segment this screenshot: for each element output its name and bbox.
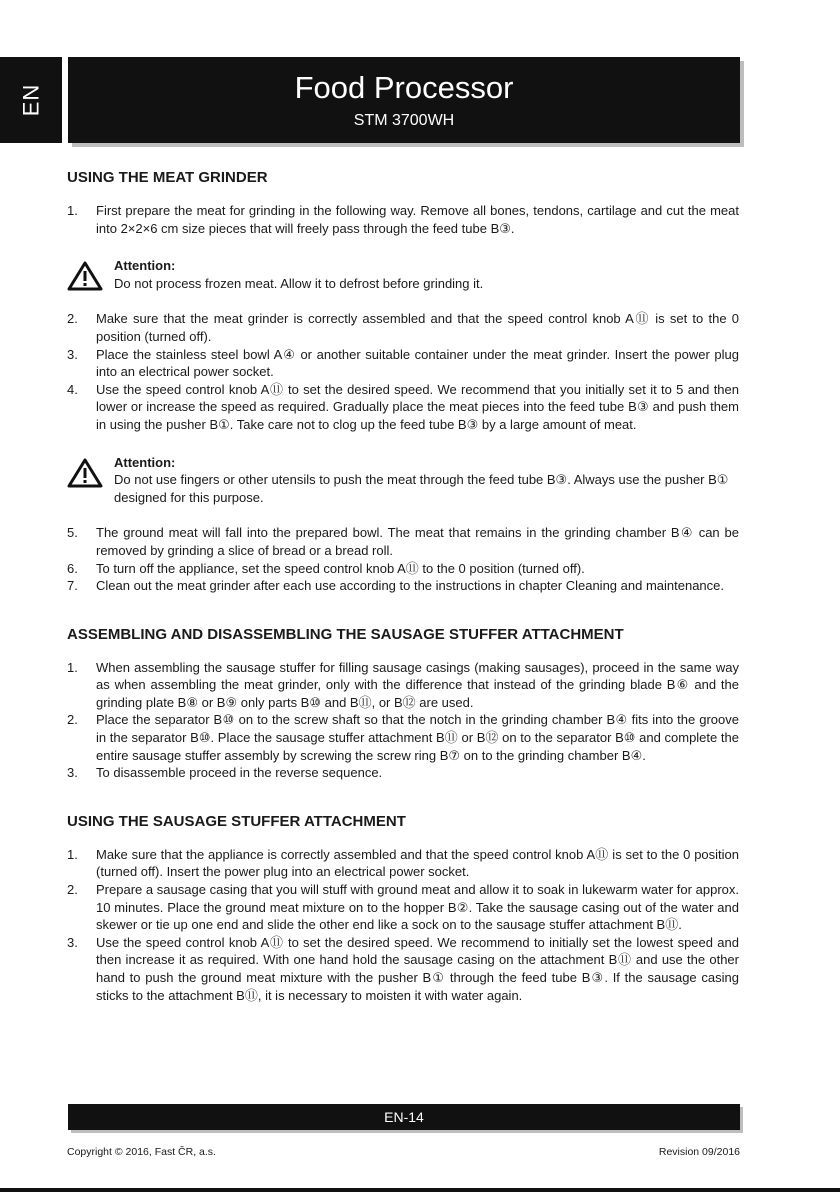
revision-text: Revision 09/2016 <box>658 1146 740 1158</box>
meat-grinder-steps <box>67 202 739 237</box>
list-item: 3. To disassemble proceed in the reverse sequence. <box>67 765 383 781</box>
list-item: 6. To turn off the appliance, set the speed control knob A⑪ to the 0 position (turned off). <box>67 560 585 576</box>
list-item: 2. Prepare a sausage casing that you will stuff with ground meat and allow it to soak in lukewarm water for approx. 10 minutes. Place the ground meat mixture on to the hopper B②. Take the sausage casing out of the water and skewer or tie up one end and slide the other end like a sock on to the sausage stuffer attachment B⑪. <box>67 882 739 933</box>
section-heading-using-sausage-stuffer: USING THE SAUSAGE STUFFER ATTACHMENT <box>67 812 406 830</box>
list-item: 1. When assembling the sausage stuffer for filling sausage casings (making sausages), proceed in the same way as when assembling the meat grinder, only with the difference that instead of the grinding blade B⑥ and the grinding plate B⑧ or B⑨ only parts B⑩ and B⑪, or B⑫ are used. <box>67 659 739 710</box>
language-label: EN <box>18 83 43 117</box>
assembling-steps <box>67 659 739 782</box>
attention-title: Attention: <box>114 454 176 470</box>
section-heading-meat-grinder: USING THE MEAT GRINDER <box>67 169 268 186</box>
list-item: 2. Place the separator B⑩ on to the screw shaft so that the notch in the grinding chamber B④ fits into the groove in the separator B⑩. Place the sausage stuffer attachment B⑪ or B⑫ on to the separator B⑩ and complete the entire sausage stuffer assembly by screwing the screw ring B⑦ on to the grinding chamber B④. <box>67 712 739 763</box>
list-item: 5. The ground meat will fall into the prepared bowl. The meat that remains in the grinding chamber B④ can be removed by grinding a slice of bread or a bread roll. <box>67 525 739 558</box>
attention-text: Do not process frozen meat. Allow it to defrost before grinding it. <box>114 275 484 291</box>
language-tab <box>0 57 62 143</box>
list-item: 3. Place the stainless steel bowl A④ or another suitable container under the meat grinder. Insert the power plug into an electrical power socket. <box>67 346 739 380</box>
bottom-rule <box>0 1188 840 1192</box>
list-item: 7. Clean out the meat grinder after each use according to the instructions in chapter Cleaning and maintenance. <box>67 578 724 594</box>
meat-grinder-steps-continued <box>67 310 739 433</box>
model-number: STM 3700WH <box>353 112 455 129</box>
attention-title: Attention: <box>114 258 176 274</box>
list-item: 3. Use the speed control knob A⑪ to set the desired speed. We recommend to initially set the lowest speed and then increase it as required. With one hand hold the sausage casing on the attachment B⑪ and use the other hand to push the ground meat mixture with the pusher B① through the feed tube B③. If the sausage casing sticks to the attachment B⑪, it is necessary to moisten it with water again. <box>67 934 739 1003</box>
warning-triangle-icon <box>67 261 103 291</box>
warning-triangle-icon <box>67 458 103 488</box>
meat-grinder-steps-final <box>67 524 739 594</box>
list-item: 1. Make sure that the appliance is correctly assembled and that the speed control knob A⑪ is set to the 0 position (turned off). Insert the power plug into an electrical power socket. <box>67 846 739 880</box>
sausage-stuffer-steps <box>67 846 739 1004</box>
attention-text: Do not use fingers or other utensils to push the meat through the feed tube B③. Always use the pusher B① designed for this purpose. <box>114 472 729 505</box>
manual-content <box>67 168 739 1004</box>
page-number-bar <box>68 1104 740 1130</box>
list-item: 2. Make sure that the meat grinder is correctly assembled and that the speed control knob A⑪ is set to the 0 position (turned off). <box>67 311 739 344</box>
list-item: 4. Use the speed control knob A⑪ to set the desired speed. We recommend that you initially set it to 5 and then lower or increase the speed as required. Gradually place the meat pieces into the feed tube B③ and push them in using the pusher B①. Take care not to clog up the feed tube B③ by a large amount of meat. <box>67 381 739 432</box>
section-heading-assembling-sausage-stuffer: ASSEMBLING AND DISASSEMBLING THE SAUSAGE STUFFER ATTACHMENT <box>67 625 624 643</box>
copyright-text: Copyright © 2016, Fast ČR, a.s. <box>67 1146 216 1158</box>
page-title: Food Processor <box>294 70 514 105</box>
list-item: 1. First prepare the meat for grinding in the following way. Remove all bones, tendons, cartilage and cut the meat into 2×2×6 cm size pieces that will freely pass through the feed tube B③. <box>67 203 739 236</box>
attention-note <box>67 257 739 292</box>
attention-note <box>67 454 739 507</box>
page-header <box>68 57 740 143</box>
page-number: EN-14 <box>384 1109 424 1125</box>
